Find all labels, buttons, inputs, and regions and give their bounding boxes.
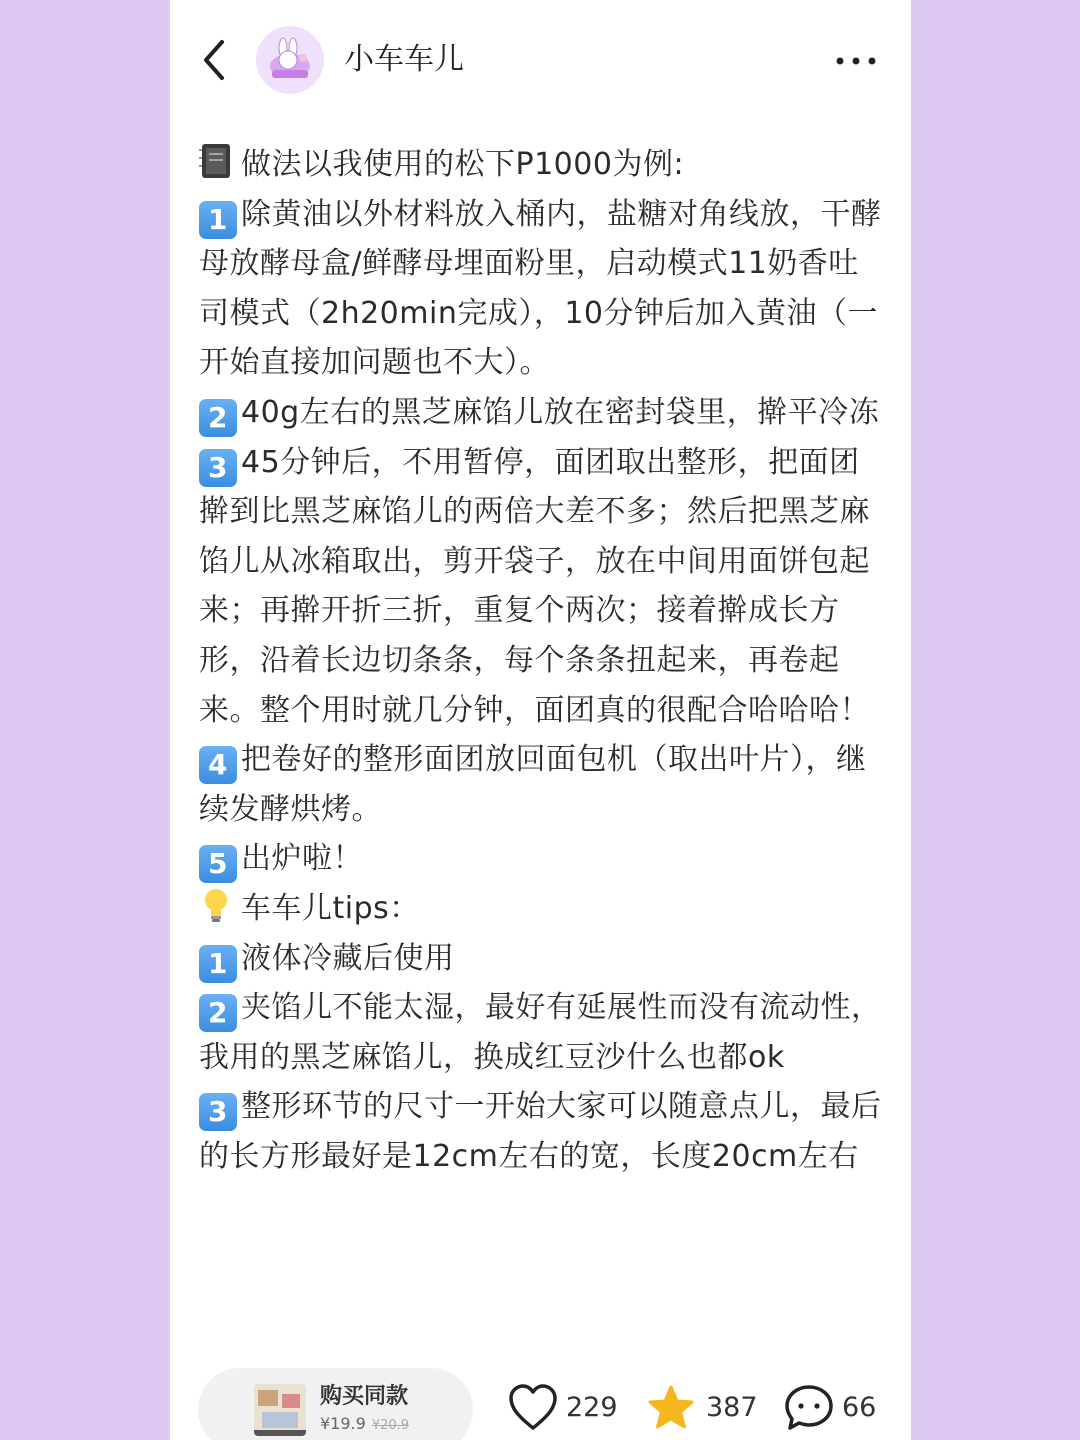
number-1-badge: 1	[199, 201, 237, 239]
comment-button[interactable]	[784, 1384, 894, 1432]
tip-2	[199, 983, 889, 1082]
notebook-icon	[199, 142, 233, 180]
collect-count: 387	[706, 1392, 758, 1423]
step-1-text: 除黄油以外材料放入桶内，盐糖对角线放，干酵母放酵母盒/鲜酵母埋面粉里，启动模式11奶香吐司模式（2h20min完成），10分钟后加入黄油（一开始直接加问题也不大）。	[199, 196, 882, 381]
like-count: 229	[566, 1392, 618, 1423]
step-2-text: 40g左右的黑芝麻馅儿放在密封袋里，擀平冷冻	[241, 394, 880, 430]
product-image-icon	[254, 1384, 306, 1436]
buy-same-button[interactable]	[198, 1368, 473, 1440]
step-5	[199, 834, 889, 884]
step-2	[199, 388, 889, 438]
tip-1-text: 液体冷藏后使用	[241, 940, 455, 976]
collect-button[interactable]	[646, 1384, 756, 1432]
step-5-text: 出炉啦！	[241, 841, 363, 877]
back-button[interactable]	[198, 38, 234, 82]
tip-1	[199, 934, 889, 984]
number-3-badge: 3	[199, 449, 237, 487]
avatar[interactable]	[256, 26, 324, 94]
like-button[interactable]	[508, 1384, 618, 1432]
product-thumbnail	[254, 1384, 306, 1436]
buy-label: 购买同款	[320, 1384, 409, 1409]
tip-3-text: 整形环节的尺寸一开始大家可以随意点儿，最后的长方形最好是12cm左右的宽，长度20cm左右	[199, 1089, 882, 1174]
current-price: ¥19.9	[320, 1414, 366, 1433]
post-page	[170, 0, 911, 1440]
number-4-badge: 4	[199, 746, 237, 784]
comment-bubble-icon	[784, 1384, 834, 1432]
bottom-action-bar	[170, 1356, 911, 1440]
tip-3	[199, 1082, 889, 1181]
lightbulb-icon	[199, 886, 233, 924]
top-bar	[170, 0, 911, 120]
number-3-badge: 3	[199, 1093, 237, 1131]
step-3-text: 45分钟后，不用暂停，面团取出整形，把面团擀到比黑芝麻馅儿的两倍大差不多；然后把黑芝麻馅儿从冰箱取出，剪开袋子，放在中间用面饼包起来；再擀开折三折，重复个两次；接着擀成长方形，沿着长边切条条，每个条条扭起来，再卷起来。整个用时就几分钟，面团真的很配合哈哈哈！	[199, 444, 870, 728]
author-name[interactable]: 小车车儿	[344, 42, 464, 77]
more-dots-icon	[834, 48, 878, 74]
step-1	[199, 190, 889, 388]
intro-line	[199, 140, 889, 190]
step-3	[199, 438, 889, 736]
chevron-left-icon	[198, 38, 234, 82]
more-button[interactable]	[834, 48, 878, 74]
buy-price	[320, 1414, 409, 1436]
original-price: ¥20.9	[371, 1418, 410, 1433]
number-2-badge: 2	[199, 399, 237, 437]
bunny-sticker-icon	[256, 26, 324, 94]
post-content	[199, 140, 889, 1181]
star-icon	[646, 1384, 696, 1432]
comment-count: 66	[842, 1392, 877, 1423]
number-2-badge: 2	[199, 994, 237, 1032]
tip-2-text: 夹馅儿不能太湿，最好有延展性而没有流动性，我用的黑芝麻馅儿，换成红豆沙什么也都ok	[199, 990, 882, 1075]
tips-title-line	[199, 884, 889, 934]
number-1-badge: 1	[199, 945, 237, 983]
heart-icon	[508, 1384, 558, 1432]
intro-text: 做法以我使用的松下P1000为例:	[241, 147, 685, 182]
tips-title: 车车儿tips：	[241, 890, 420, 926]
step-4-text: 把卷好的整形面团放回面包机（取出叶片），继续发酵烘烤。	[199, 742, 867, 827]
number-5-badge: 5	[199, 845, 237, 883]
step-4	[199, 735, 889, 834]
